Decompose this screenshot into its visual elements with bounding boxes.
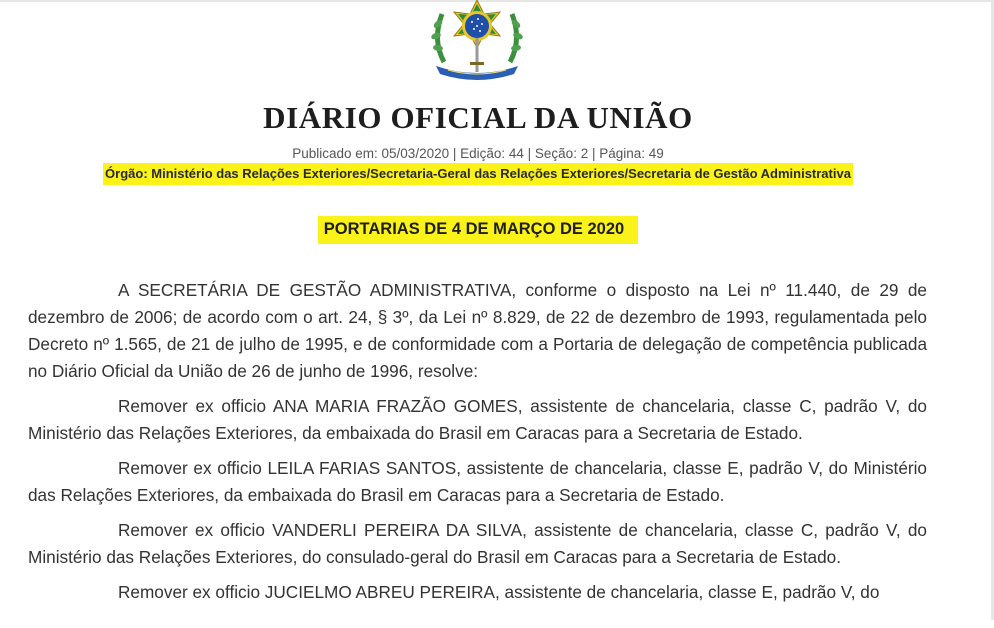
document-heading-text: PORTARIAS DE 4 DE MARÇO DE 2020: [318, 216, 638, 244]
resolution-paragraph: Remover ex officio LEILA FARIAS SANTOS, assistente de chancelaria, classe E, padrão V, do Ministério das Relações Exteriores, da embaixada do Brasil em Caracas para a Secretaria de Estado.: [28, 458, 927, 505]
resolution-paragraph: Remover ex officio VANDERLI PEREIRA DA SILVA, assistente de chancelaria, classe C, padrão V, do Ministério das Relações Exteriores, do consulado-geral do Brasil em Caracas para a Secretaria de Estado.: [28, 520, 927, 567]
resolution-paragraph: Remover ex officio JUCIELMO ABREU PEREIRA, assistente de chancelaria, classe E, padrão V, do: [118, 582, 880, 602]
page-title: DIÁRIO OFICIAL DA UNIÃO: [263, 100, 693, 135]
document-body: [28, 277, 927, 614]
preamble-paragraph: A SECRETÁRIA DE GESTÃO ADMINISTRATIVA, conforme o disposto na Lei nº 11.440, de 29 de dezembro de 2006; de acordo com o art. 24, § 3º, da Lei nº 8.829, de 22 de dezembro de 1993, regulamentada pelo Decreto nº 1.565, de 21 de julho de 1995, e de conformidade com a Portaria de delegação de competência publicada no Diário Oficial da União de 26 de junho de 1996, resolve:: [28, 280, 927, 381]
orgao-line: [60, 166, 896, 181]
coat-of-arms-icon: [426, 0, 528, 84]
publication-info: Publicado em: 05/03/2020 | Edição: 44 | Seção: 2 | Página: 49: [292, 146, 664, 161]
bottom-cutoff: [0, 620, 994, 628]
orgao-text: Órgão: Ministério das Relações Exteriores/Secretaria-Geral das Relações Exteriores/Secretaria de Gestão Administrativa: [103, 163, 853, 185]
document-heading: [0, 220, 956, 239]
resolution-paragraph: Remover ex officio ANA MARIA FRAZÃO GOMES, assistente de chancelaria, classe C, padrão V, do Ministério das Relações Exteriores, da embaixada do Brasil em Caracas para a Secretaria de Estado.: [28, 396, 927, 443]
